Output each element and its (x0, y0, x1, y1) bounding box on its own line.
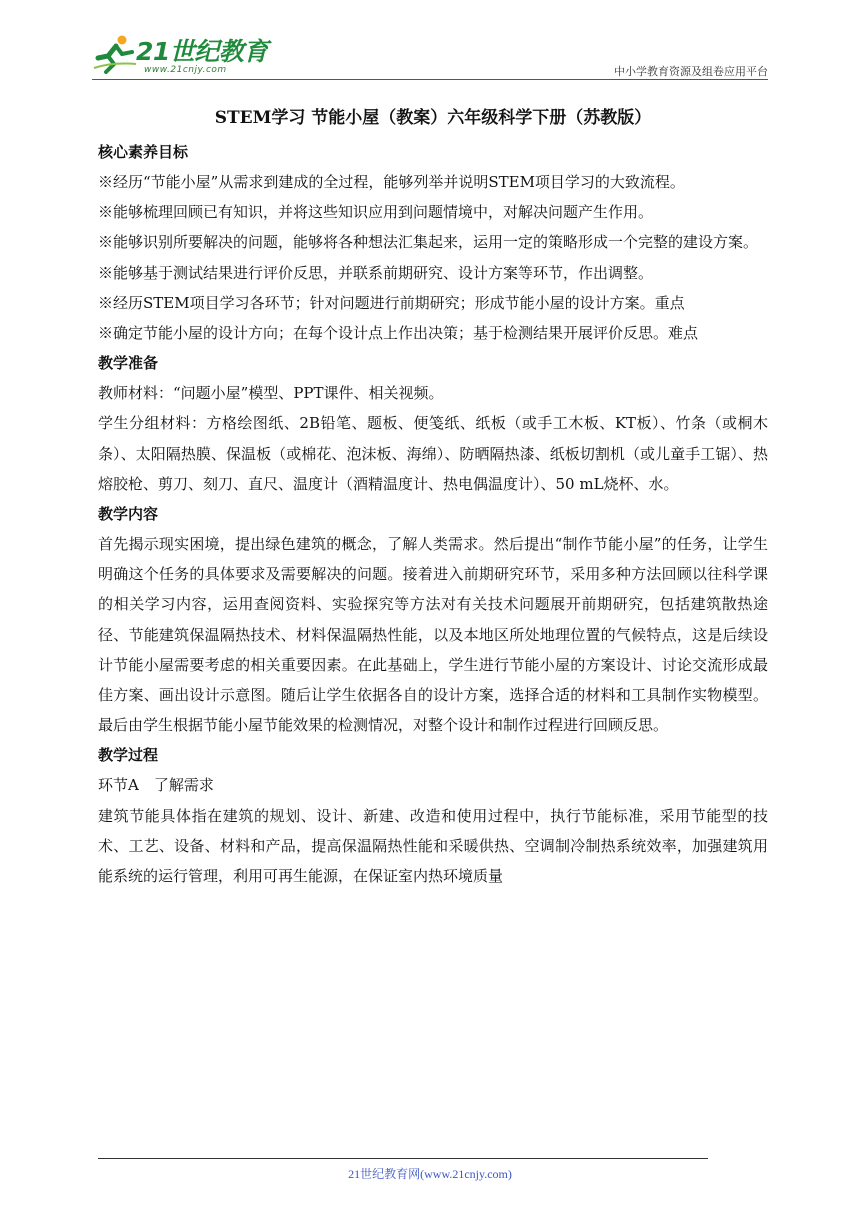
logo-url: www.21cnjy.com (144, 65, 227, 75)
paragraph: ※能够梳理回顾已有知识，并将这些知识应用到问题情境中，对解决问题产生作用。 (98, 203, 654, 222)
paragraph: ※能够基于测试结果进行评价反思，并联系前期研究、设计方案等环节，作出调整。 (98, 263, 654, 282)
section-process (98, 740, 768, 891)
paragraph: 首先揭示现实困境，提出绿色建筑的概念，了解人类需求。然后提出“制作节能小屋”的任务，让学生明确这个任务的具体要求及需要解决的问题。接着进入前期研究环节，采用多种方法回顾以往科学课的相关学习内容，运用查阅资料、实验探究等方法对有关技术问题展开前期研究，包括建筑散热途径、节能建筑保温隔热技术、材料保温隔热性能，以及本地区所处地理位置的气候特点，这是后续设计节能小屋需要考虑的相关重要因素。在此基础上，学生进行节能小屋的方案设计、讨论交流形成最佳方案、画出设计示意图。随后让学生依据各自的设计方案，选择合适的材料和工具制作实物模型。最后由学生根据节能小屋节能效果的检测情况，对整个设计和制作过程进行回顾反思。 (98, 535, 768, 735)
footer-link[interactable]: 21世纪教育网(www.21cnjy.com) (348, 1167, 512, 1181)
section-heading: 教学内容 (98, 505, 159, 524)
section-heading: 核心素养目标 (98, 143, 189, 161)
platform-name: 中小学教育资源及组卷应用平台 (614, 65, 768, 78)
paragraph: 建筑节能具体指在建筑的规划、设计、新建、改造和使用过程中，执行节能标准，采用节能型的技术、工艺、设备、材料和产品，提高保温隔热性能和采暖供热、空调制冷制热系统效率，加强建筑用能系统的运行管理，利用可再生能源，在保证室内热环境质量 (98, 806, 768, 886)
section-preparation (98, 348, 768, 499)
section-content (98, 499, 768, 740)
paragraph: ※确定节能小屋的设计方向；在每个设计点上作出决策；基于检测结果开展评价反思。难点 (98, 324, 699, 343)
section-objectives (98, 137, 768, 348)
header-divider (92, 79, 768, 80)
section-heading: 教学过程 (98, 746, 159, 765)
section-heading: 教学准备 (98, 354, 159, 373)
paragraph: 教师材料：“问题小屋”模型、PPT课件、相关视频。 (98, 384, 444, 403)
page-header (92, 30, 768, 82)
runner-logo-icon (92, 34, 138, 74)
document-title: STEM学习 节能小屋（教案）六年级科学下册（苏教版） (214, 108, 652, 128)
paragraph: ※经历STEM项目学习各环节；针对问题进行前期研究；形成节能小屋的设计方案。重点 (98, 293, 685, 312)
footer-divider (98, 1158, 708, 1159)
document-body (98, 103, 768, 891)
paragraph: ※能够识别所要解决的问题，能够将各种想法汇集起来，运用一定的策略形成一个完整的建设方案。 (98, 233, 759, 252)
paragraph: ※经历“节能小屋”从需求到建成的全过程，能够列举并说明STEM项目学习的大致流程。 (98, 173, 685, 191)
logo-text: 21世纪教育 (136, 37, 268, 66)
logo[interactable] (92, 30, 292, 80)
paragraph: 环节A 了解需求 (98, 776, 214, 795)
paragraph: 学生分组材料：方格绘图纸、2B铅笔、题板、便笺纸、纸板（或手工木板、KT板）、竹条（或桐木条）、太阳隔热膜、保温板（或棉花、泡沫板、海绵）、防晒隔热漆、纸板切割机（或儿童手工锯）、热熔胶枪、剪刀、刻刀、直尺、温度计（酒精温度计、热电偶温度计）、50 mL烧杯、水。 (98, 414, 768, 493)
